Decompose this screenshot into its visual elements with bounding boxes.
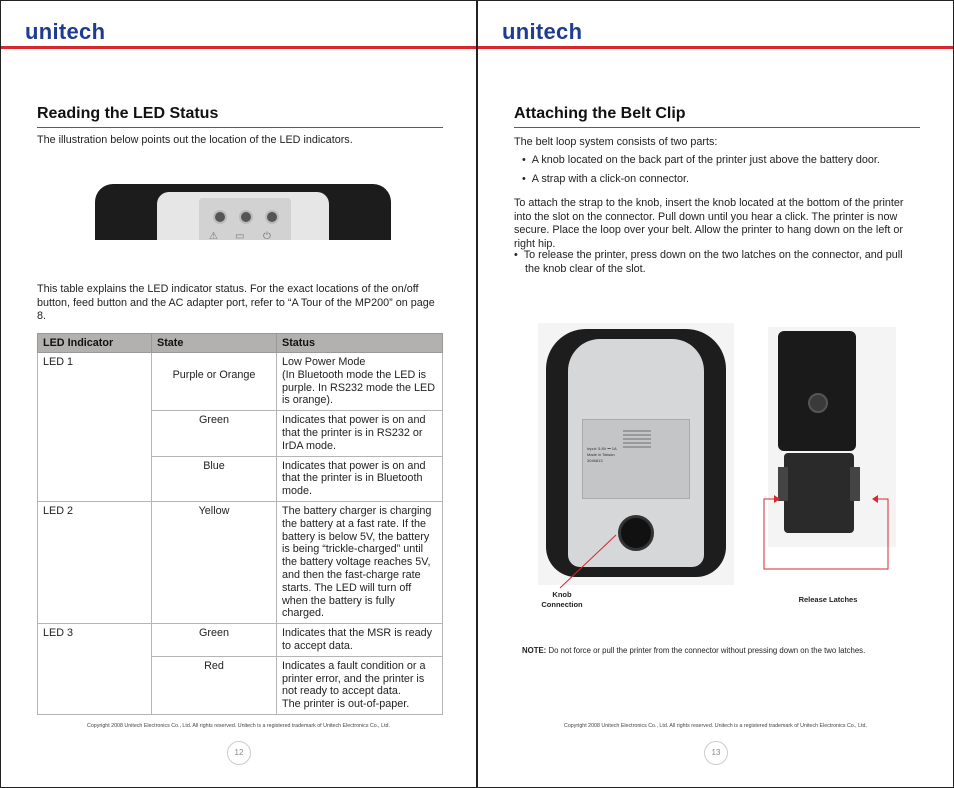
section-title: Attaching the Belt Clip xyxy=(514,105,920,128)
led-3-indicator xyxy=(265,210,279,224)
led-indicator-cell: LED 3 xyxy=(38,624,152,657)
click-on-connector xyxy=(784,453,854,533)
status-cell: The battery charger is charging the battery at a fast rate. If the battery is below 5V, the battery is being “trickle-charged” until the battery voltage reaches 5V, and then the fast-charge rate starts. The LED will turn off when the battery is fully charged. xyxy=(277,501,443,623)
copyright-text: Copyright 2008 Unitech Electronics Co., Ltd. All rights reserved. Unitech is a registered trademark of Unitech Electronics Co., Ltd. xyxy=(564,723,867,729)
section-title: Reading the LED Status xyxy=(37,105,443,128)
table-row xyxy=(38,456,443,501)
power-icon: ⏻ xyxy=(263,231,271,240)
led-indicator-cell: LED 1 xyxy=(38,353,152,411)
bullet-text: A knob located on the back part of the printer just above the battery door. xyxy=(531,154,880,166)
led-indicator-cell xyxy=(38,456,152,501)
snap-button xyxy=(808,393,828,413)
led-indicator-cell xyxy=(38,411,152,456)
led-indicator-cell xyxy=(38,656,152,714)
unitech-logo: unitech xyxy=(502,19,583,44)
note-label: NOTE: xyxy=(522,646,547,655)
release-latch-left xyxy=(778,467,788,501)
knob-connection-label: Knob Connection xyxy=(541,590,583,609)
state-cell: Purple or Orange xyxy=(152,353,277,411)
intro-text: The illustration below points out the location of the LED indicators. xyxy=(37,134,353,146)
state-cell: Red xyxy=(152,656,277,714)
printer-back-photo xyxy=(538,323,734,585)
copyright-text: Copyright 2008 Unitech Electronics Co., Ltd. All rights reserved. Unitech is a registered trademark of Unitech Electronics Co., Ltd. xyxy=(87,723,390,729)
page-number: 12 xyxy=(227,741,251,765)
belt-strap xyxy=(778,331,856,451)
led-status-table xyxy=(37,333,443,715)
status-cell: Indicates that the MSR is ready to accept data. xyxy=(277,624,443,657)
page-header xyxy=(478,1,953,49)
state-cell: Green xyxy=(152,624,277,657)
page-number: 13 xyxy=(704,741,728,765)
table-intro-text: This table explains the LED indicator status. For the exact locations of the on/off button, feed button and the AC adapter port, refer to “A Tour of the MP200” on page 8. xyxy=(37,283,435,322)
column-header: State xyxy=(152,334,277,353)
note-text: Do not force or pull the printer from the connector without pressing down on the two latches. xyxy=(548,646,866,655)
release-latches-label: Release Latches xyxy=(798,595,858,604)
status-text: Low Power Mode (In Bluetooth mode the LED is purple. In RS232 mode the LED is orange). xyxy=(282,356,436,407)
led-illustration xyxy=(95,184,391,240)
table-row xyxy=(38,624,443,657)
battery-icon: ▭ xyxy=(235,231,245,240)
note xyxy=(522,646,865,655)
bullet-item: • A knob located on the back part of the printer just above the battery door. xyxy=(522,154,880,166)
led-indicator-cell: LED 2 xyxy=(38,501,152,623)
bullet-item: • A strap with a click-on connector. xyxy=(522,173,690,185)
status-text: Indicates a fault condition or a printer error, and the printer is not ready to accept data. The printer is out-of-paper. xyxy=(282,659,426,711)
state-cell: Yellow xyxy=(152,501,277,623)
table-header-row xyxy=(38,334,443,353)
column-header: Status xyxy=(277,334,443,353)
status-cell: Indicates that power is on and that the printer is in RS232 or IrDA mode. xyxy=(277,411,443,456)
warning-icon: ⚠ xyxy=(209,231,218,240)
table-row xyxy=(38,411,443,456)
status-cell xyxy=(277,656,443,714)
table-row xyxy=(38,656,443,714)
printer-label: Input: 5.8V ⎓ 1A Made in Taiwan 3046813 xyxy=(582,419,690,499)
status-cell xyxy=(277,353,443,411)
led-panel xyxy=(199,198,291,240)
led-1-indicator xyxy=(213,210,227,224)
page-header xyxy=(1,1,476,49)
table-row xyxy=(38,501,443,623)
state-cell: Blue xyxy=(152,456,277,501)
release-text: To release the printer, press down on the two latches on the connector, and pull the knob clear of the slot. xyxy=(523,249,903,275)
table-row xyxy=(38,353,443,411)
release-bullet: • To release the printer, press down on the two latches on the connector, and pull the knob clear of the slot. xyxy=(514,249,903,275)
attach-paragraph: To attach the strap to the knob, insert the knob located at the bottom of the printer into the slot on the connector. Pull down until you hear a click. The printer is now secure. Place the loop over your belt. Allow the printer to hang down on the left or right hip. xyxy=(514,197,904,250)
status-cell: Indicates that power is on and that the printer is in Bluetooth mode. xyxy=(277,456,443,501)
belt-clip-photo xyxy=(768,327,896,547)
release-latch-right xyxy=(850,467,860,501)
intro-text: The belt loop system consists of two parts: xyxy=(514,136,718,148)
state-cell: Green xyxy=(152,411,277,456)
unitech-logo: unitech xyxy=(25,19,106,44)
right-page xyxy=(477,0,954,788)
bullet-text: A strap with a click-on connector. xyxy=(531,173,690,185)
led-2-indicator xyxy=(239,210,253,224)
knob-connection xyxy=(618,515,654,551)
column-header: LED Indicator xyxy=(38,334,152,353)
